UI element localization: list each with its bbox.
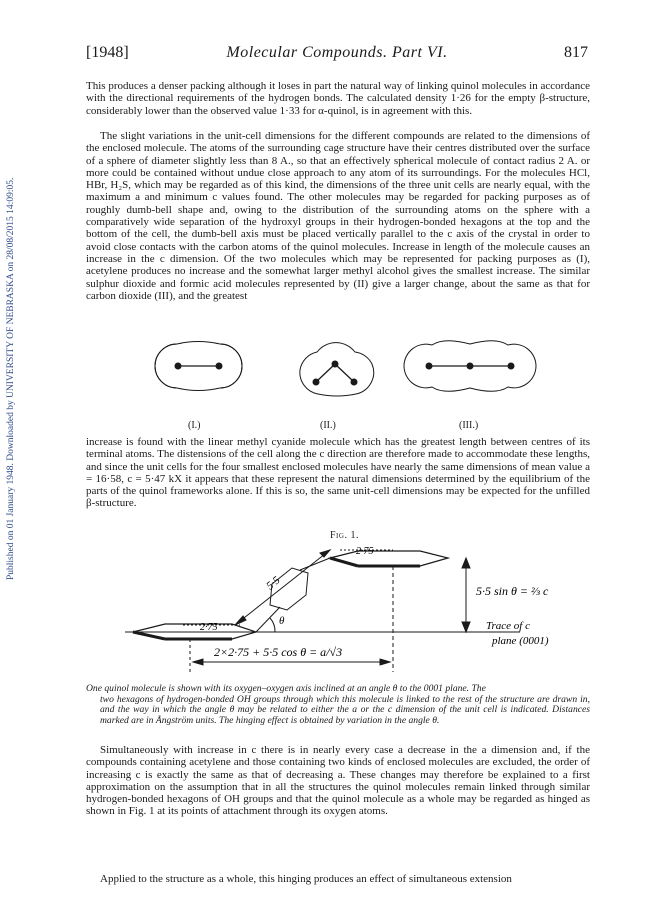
molecule-label-i: (I.): [188, 420, 201, 431]
dim-left-label: 2·75: [200, 622, 218, 633]
figure-1-hinge-diagram: [0, 540, 672, 680]
header-year: [1948]: [86, 44, 129, 61]
download-stamp-text: Published on 01 January 1948. Downloaded by UNIVERSITY OF NEBRASKA on 28/08/2015 14:09:05.: [6, 177, 16, 580]
molecule-ii-shape: [300, 343, 374, 396]
header-title: Molecular Compounds. Part VI.: [226, 44, 448, 61]
molecule-shapes-diagram: [0, 332, 672, 422]
bottom-equation: 2×2·75 + 5·5 cos θ = a/√3: [214, 645, 343, 659]
trace-label-2: plane (0001): [492, 635, 549, 647]
molecule-label-ii: (II.): [320, 420, 336, 431]
molecule-i-shape: [155, 342, 242, 391]
dim-top-label: 2·75: [356, 546, 374, 557]
paragraph-density: This produces a denser packing although it loses in part the natural way of linking quinol molecules in accordance with the directional requirements of the hydrogen bonds. The calculated density 1·26 for the empty β-structure, considerably lower than the observed value 1·33 for α-quinol, is in agreement with this.: [86, 80, 590, 117]
molecule-iii-shape: [404, 341, 536, 392]
figure-label: Fig. 1.: [330, 530, 359, 541]
figure-caption: [86, 684, 590, 726]
header-page-number: 817: [564, 44, 588, 61]
page-header: [86, 44, 588, 66]
dim-diag-label: 5·5: [264, 574, 283, 593]
paragraph-distensions: increase is found with the linear methyl cyanide molecule which has the greatest length between centres of its terminal atoms. The distensions of the cell along the c direction are therefore made to accommodate these lengths, and since the unit cells for the four smallest enclosed molecules have nearly the same dimensions of mean value a = 16·58, c = 5·47 kX it appears that these represent the natural dimensions determined by the equilibrium of the parts of the quinol frameworks alone. If this is so, the same unit-cell dimensions may be expected for the unfilled β-structure.: [86, 436, 590, 510]
vertical-equation: 5·5 sin θ = ⅔ c: [476, 584, 549, 598]
paragraph-unit-cell-variations: The slight variations in the unit-cell dimensions for the different compounds are related to the dimensions of the enclosed molecule. The atoms of the surrounding cage structure have their centres distributed over the surface of a sphere of diameter slightly less than 8 A., so that an effectively spherical molecule of contact radius 2 A. or more could be contained without undue close approach to any atom of its surroundings. For the molecules HCl, HBr, H₂S, which may be regarded as of this kind, the dimensions of the three unit cells are nearly equal, with the maximum a and minimum c values found. The other molecules may be regarded for packing purposes as of roughly dumb-bell shape and, owing to the distribution of the surrounding atoms on the sphere with a comparatively wide separation of the hydroxyl groups in their hydrogen-bonded hexagons at the top and the bottom of the cell, the dumb-bell axis must be placed vertically parallel to the c axis of the crystal in order to avoid close contacts with the carbon atoms of the quinol molecules. Increase in length of the molecule causes an increase in the c dimension. Of the two molecules which may be represented for packing purposes as (I), acetylene produces no increase and the somewhat larger methyl alcohol gives the smallest increase. The similar sulphur dioxide and formic acid molecules represented by (II) give a larger change, about the same as that for carbon dioxide (III), and the greatest: [86, 130, 590, 302]
paragraph-simultaneous-increase: Simultaneously with increase in c there is in nearly every case a decrease in the a dimension and, if the compounds containing acetylene and those containing two kinds of enclosed molecules are excluded, the order of increasing c is exactly the same as that of decreasing a. These changes may therefore be explained to a first approximation on the assumption that in all the structures the quinol molecules remain linked through similar hydrogen-bonded hexagons of OH groups and that the quinol molecule as a whole may be regarded as hinged as shown in Fig. 1 at its points of attachment through its oxygen atoms.: [86, 744, 590, 818]
theta-label: θ: [279, 615, 285, 627]
caption-continuation: two hexagons of hydrogen-bonded OH groups through which this molecule is linked to the rest of the structure are drawn in, and the way in which the angle θ may be related to either the a or the c dimension of the unit cell is indicated. Distances marked are in Ångström units. The hinging effect is obtained by variation in the angle θ.: [100, 693, 590, 726]
molecule-label-iii: (III.): [459, 420, 479, 431]
caption-line-1: One quinol molecule is shown with its oxygen–oxygen axis inclined at an angle θ to the 0001 plane. The: [86, 683, 486, 694]
trace-label-1: Trace of c: [486, 620, 530, 632]
paragraph-applied-structure: Applied to the structure as a whole, this hinging produces an effect of simultaneous extension: [100, 873, 512, 885]
